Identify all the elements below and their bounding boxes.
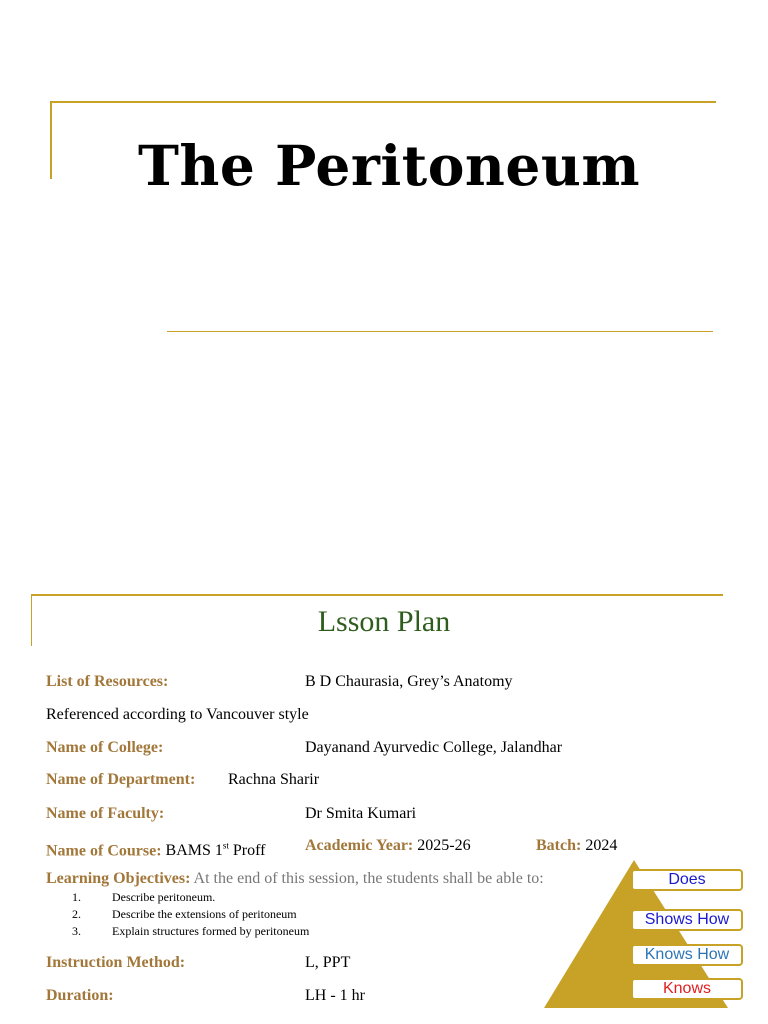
year-label: Academic Year: (305, 837, 414, 854)
objectives-list (72, 889, 309, 940)
list-item: 1. Describe peritoneum. (72, 890, 216, 904)
department-row (46, 770, 195, 790)
course-value: BAMS 1st Proff (165, 841, 266, 860)
course-row (46, 836, 266, 861)
objectives-row (46, 869, 544, 889)
resources-value: B D Chaurasia, Grey’s Anatomy (305, 673, 513, 690)
batch (536, 836, 617, 856)
college-value: Dayanand Ayurvedic College, Jalandhar (305, 739, 563, 756)
duration-value: LH - 1 hr (305, 987, 365, 1004)
method-value: L, PPT (305, 954, 351, 971)
academic-year (305, 836, 471, 856)
lesson-rule-top (31, 594, 723, 596)
pyramid-level-knows: Knows (631, 978, 743, 1000)
title-rule-top (50, 101, 716, 103)
title-rule-left (50, 101, 52, 179)
list-item: 2. Describe the extensions of peritoneum (72, 907, 297, 921)
millers-pyramid (540, 858, 768, 1024)
year-value: 2025-26 (417, 837, 471, 854)
objectives-intro: At the end of this session, the students shall be able to: (193, 870, 544, 887)
duration-label: Duration: (46, 987, 114, 1004)
list-item: 3. Explain structures formed by peritoneum (72, 924, 310, 938)
resources-row (46, 672, 168, 692)
duration-row (46, 986, 114, 1006)
college-row (46, 738, 163, 758)
course-label: Name of Course: (46, 842, 162, 860)
batch-label: Batch: (536, 837, 582, 854)
pyramid-level-does: Does (631, 869, 743, 891)
department-label: Name of Department: (46, 771, 196, 788)
batch-value: 2024 (585, 837, 618, 854)
department-value: Rachna Sharir (228, 771, 320, 788)
method-label: Instruction Method: (46, 954, 186, 971)
pyramid-level-shows-how: Shows How (631, 909, 743, 931)
pyramid-level-knows-how: Knows How (631, 944, 743, 966)
faculty-value: Dr Smita Kumari (305, 805, 417, 822)
faculty-label: Name of Faculty: (46, 805, 165, 822)
college-label: Name of College: (46, 739, 164, 756)
title-rule-bottom (167, 331, 713, 332)
resources-label: List of Resources: (46, 673, 169, 690)
method-row (46, 953, 185, 973)
objectives-label: Learning Objectives: (46, 870, 191, 887)
referencing-note: Referenced according to Vancouver style (46, 706, 309, 723)
faculty-row (46, 804, 164, 824)
page-title: The Peritoneum (138, 133, 641, 198)
lesson-plan-heading: Lsson Plan (317, 605, 451, 638)
